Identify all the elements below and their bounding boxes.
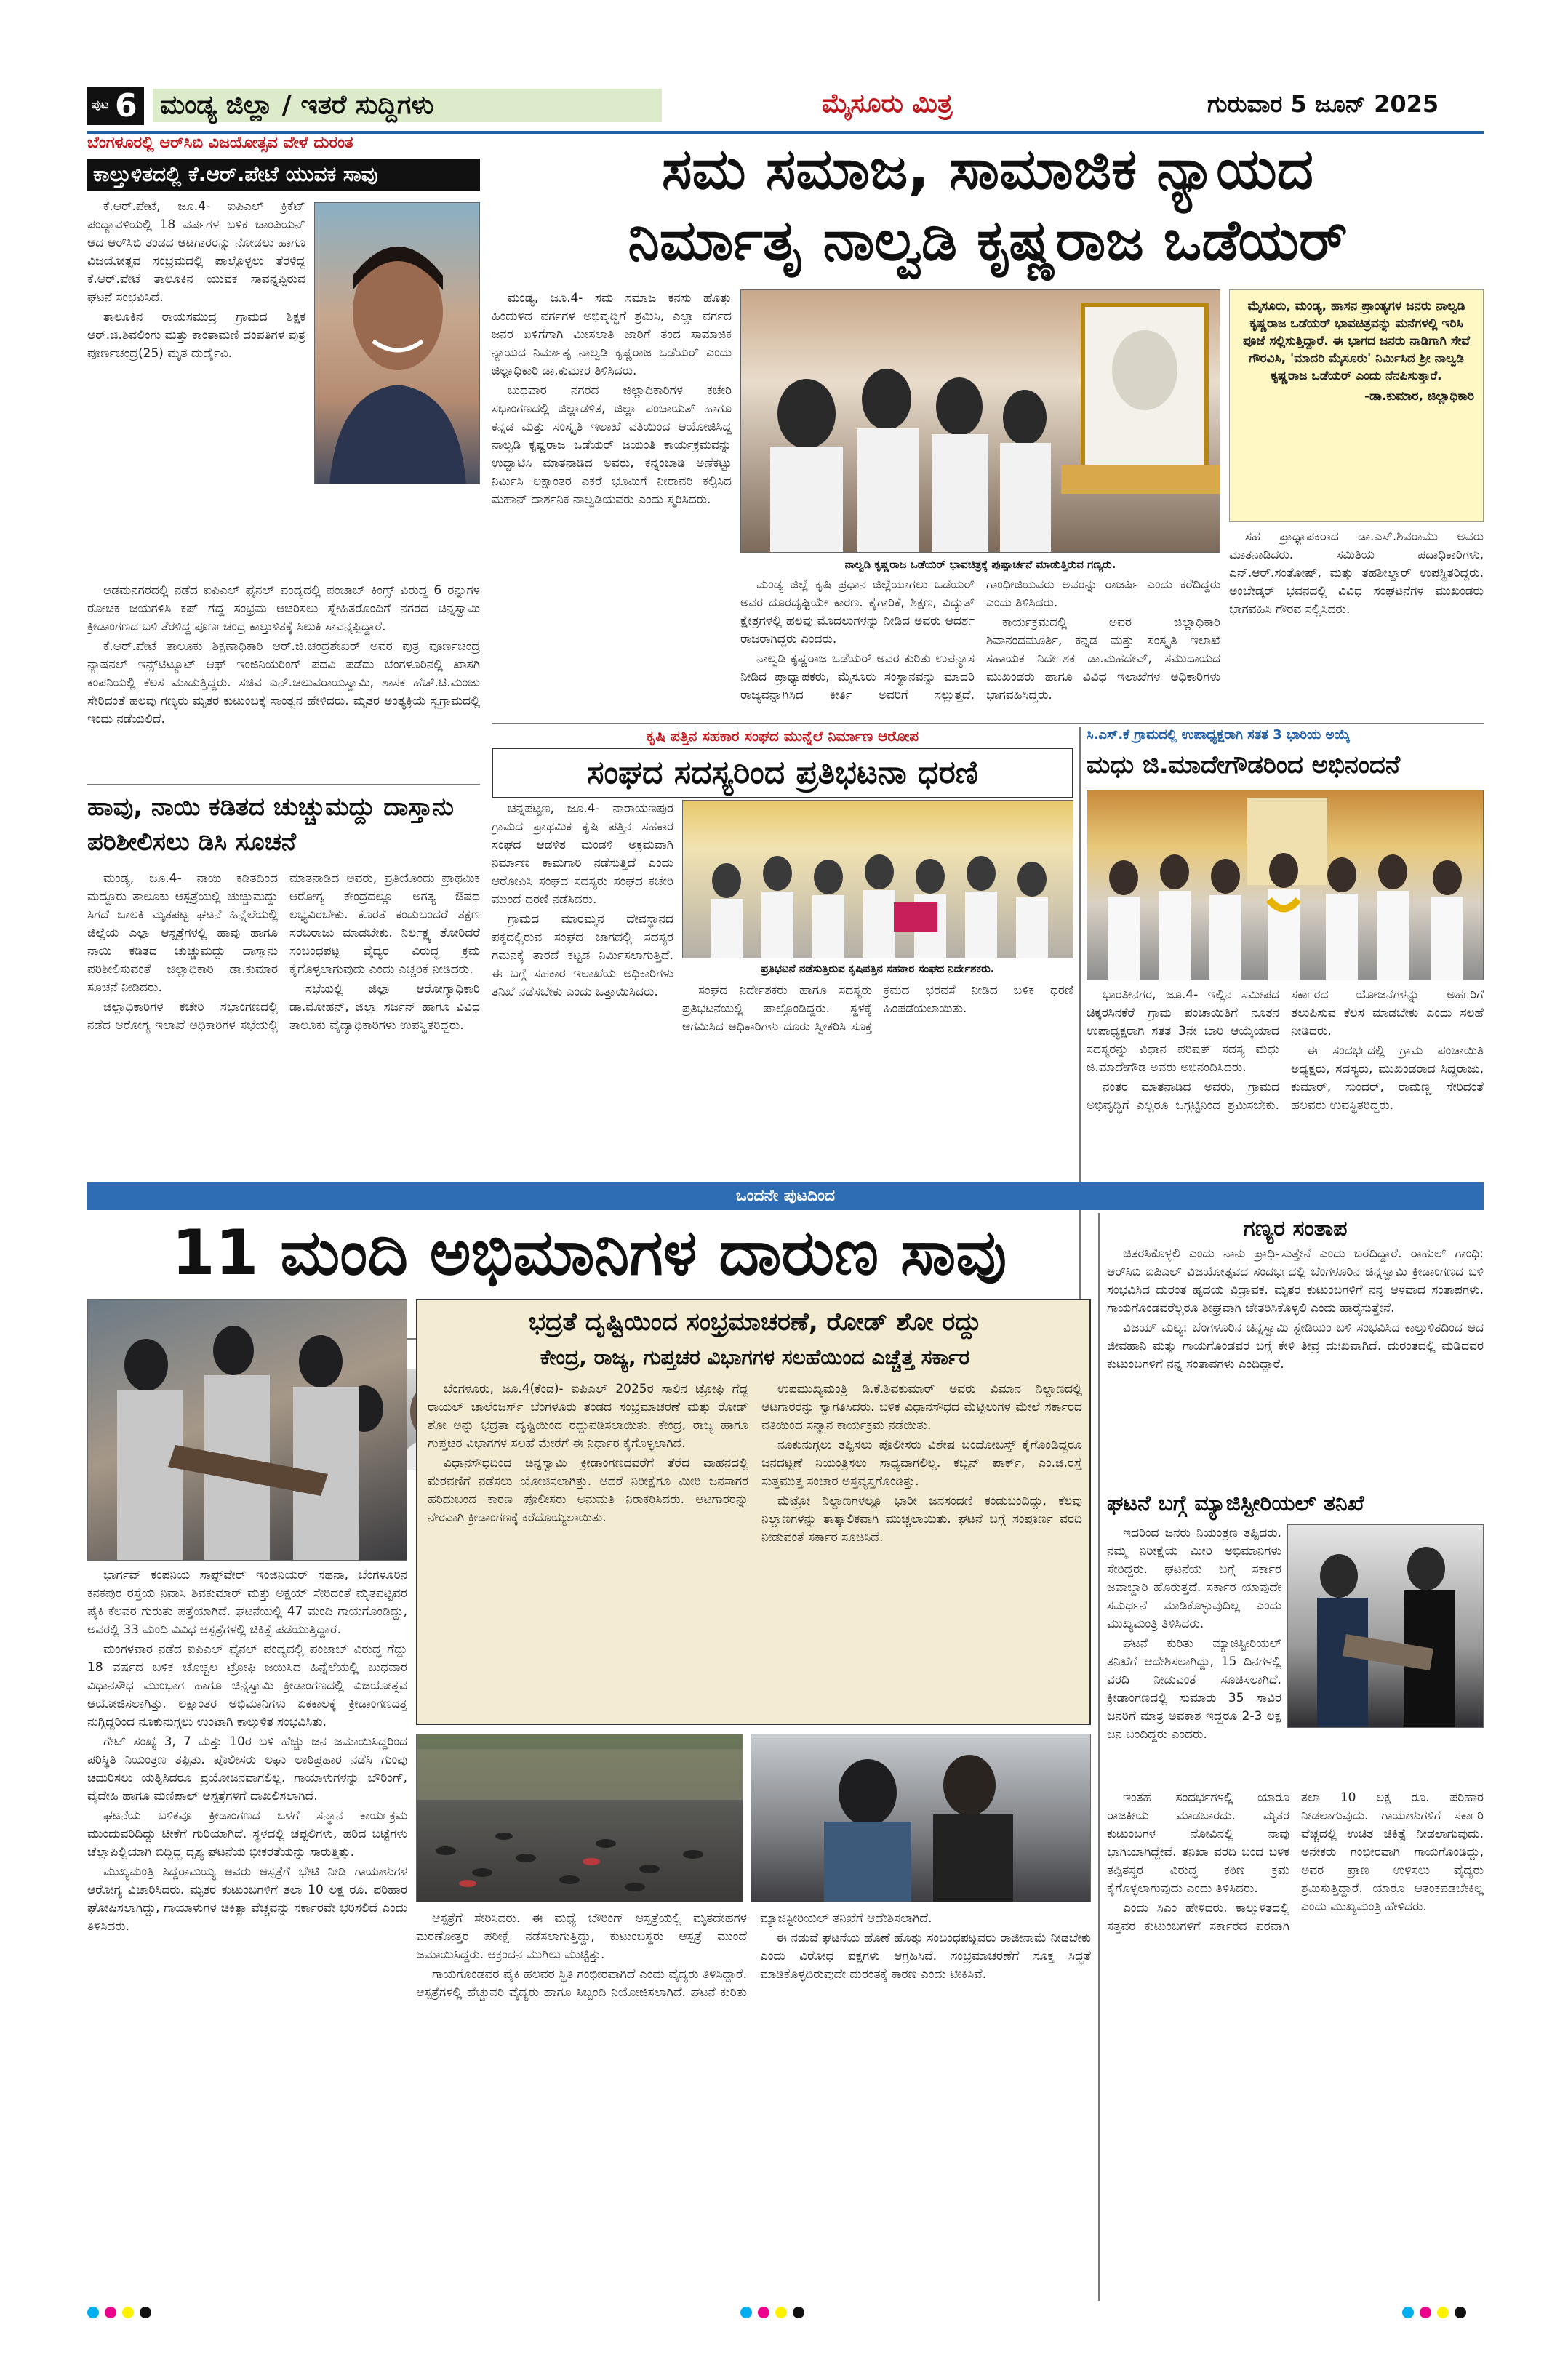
probe-body-b — [1107, 1789, 1484, 2301]
condolence-body — [1107, 1245, 1484, 1485]
felicitate-headline: ಮಧು ಜಿ.ಮಾದೇಗೌಡರಿಂದ ಅಭಿನಂದನೆ — [1087, 750, 1401, 780]
lead-photo — [740, 289, 1220, 553]
continued-banner — [87, 1182, 1484, 1210]
felicitation-group-icon — [1087, 790, 1484, 980]
black-dot — [1455, 2307, 1466, 2318]
story1-headline: ಕಾಲ್ತುಳಿತದಲ್ಲಿ ಕೆ.ಆರ್.ಪೇಟೆ ಯುವಕ ಸಾವು — [87, 159, 480, 191]
roadshow-headline: ಭದ್ರತೆ ದೃಷ್ಟಿಯಿಂದ ಸಂಭ್ರಮಾಚರಣೆ, ರೋಡ್ ಶೋ ರದ್ದು — [528, 1308, 982, 1337]
roadshow-para8: ಈ ನಡುವೆ ಘಟನೆಯ ಹೊಣೆ ಹೊತ್ತು ಸಂಬಂಧಪಟ್ಟವರು ರಾಜೀನಾಮೆ ನೀಡಬೇಕು ಎಂದು ವಿರೋಧ ಪಕ್ಷಗಳು ಆಗ್ರಹಿಸಿವೆ. ಸಂಭ್ರಮಾಚರಣೆಗೆ ಸೂಕ್ತ ಸಿದ್ಧತೆ ಮಾಡಿಕೊಳ್ಳದಿರುವುದೇ ದುರಂತಕ್ಕೆ ಕಾರಣ ಎಂದು ಟೀಕಿಸಿವೆ. — [760, 1931, 1091, 1982]
probe-para2: ಘಟನೆ ಕುರಿತು ಮ್ಯಾಜಿಸ್ಟೀರಿಯಲ್ ತನಿಖೆಗೆ ಆದೇಶಿಸಲಾಗಿದ್ದು, 15 ದಿನಗಳಲ್ಲಿ ವರದಿ ನೀಡುವಂತೆ ಸೂಚಿಸಲಾಗಿದೆ. ಕ್ರೀಡಾಂಗಣದಲ್ಲಿ ಸುಮಾರು 35 ಸಾವಿರ ಜನರಿಗೆ ಮಾತ್ರ ಅವಕಾಶ ಇದ್ದರೂ 2-3 ಲಕ್ಷ ಜನ ಬಂದಿದ್ದರು ಎಂದರು. — [1107, 1636, 1281, 1742]
roadshow-para5: ಮೆಟ್ರೋ ನಿಲ್ದಾಣಗಳಲ್ಲೂ ಭಾರೀ ಜನಸಂದಣಿ ಕಂಡುಬಂದಿದ್ದು, ಕೆಲವು ನಿಲ್ದಾಣಗಳನ್ನು ತಾತ್ಕಾಲಿಕವಾಗಿ ಮುಚ್ಚಲಾಯಿತು. ಘಟನೆ ಬಗ್ಗೆ ಸಂಪೂರ್ಣ ವರದಿ ನೀಡುವಂತೆ ಸರ್ಕಾರ ಸೂಚಿಸಿದೆ. — [761, 1494, 1082, 1545]
roadshow-subhead: ಕೇಂದ್ರ, ರಾಜ್ಯ, ಗುಪ್ತಚರ ವಿಭಾಗಗಳ ಸಲಹೆಯಿಂದ ಎಚ್ಚೆತ್ತ ಸರ್ಕಾರ — [540, 1345, 970, 1369]
registration-marks-left — [84, 2307, 154, 2321]
story1-para4: ಕೆ.ಆರ್.ಪೇಟೆ ತಾಲೂಕು ಶಿಕ್ಷಣಾಧಿಕಾರಿ ಆರ್.ಜಿ.ಚಂದ್ರಶೇಖರ್ ಅವರ ಪುತ್ರ ಪೂರ್ಣಚಂದ್ರ ನ್ಯಾಷನಲ್ ಇನ್ಸ್‌ಟಿಟ್ಯೂಟ್ ಆಫ್ ಇಂಜಿನಿಯರಿಂಗ್ ಪದವಿ ಪಡೆದು ಬೆಂಗಳೂರಿನಲ್ಲಿ ಖಾಸಗಿ ಕಂಪನಿಯಲ್ಲಿ ಕೆಲಸ ಮಾಡುತ್ತಿದ್ದರು. ಸಚಿವ ಎನ್.ಚಲುವರಾಯಸ್ವಾಮಿ, ಶಾಸಕ ಹೆಚ್.ಟಿ.ಮಂಜು ಸೇರಿದಂತೆ ಹಲವು ಗಣ್ಯರು ಮೃತರ ಕುಟುಂಬಕ್ಕೆ ಸಾಂತ್ವನ ಹೇಳಿದರು. ಮೃತರ ಅಂತ್ಯಕ್ರಿಯೆ ಸ್ವಗ್ರಾಮದಲ್ಲಿ ಇಂದು ನಡೆಯಲಿದೆ. — [87, 639, 480, 726]
tragedy-headline: 11 ಮಂದಿ ಅಭಿಮಾನಿಗಳ ದಾರುಣ ಸಾವು — [171, 1217, 1007, 1289]
cyan-dot — [87, 2307, 99, 2318]
protest-photo-caption: ಪ್ರತಿಭಟನೆ ನಡೆಸುತ್ತಿರುವ ಕೃಷಿಪತ್ತಿನ ಸಹಕಾರ ಸಂಘದ ನಿರ್ದೇಶಕರು. — [761, 962, 995, 975]
condolence-headline: ಗಣ್ಯರ ಸಂತಾಪ — [1243, 1216, 1348, 1241]
story2-para2: ಜಿಲ್ಲಾಧಿಕಾರಿಗಳ ಕಚೇರಿ ಸಭಾಂಗಣದಲ್ಲಿ ನಡೆದ ಆರೋಗ್ಯ ಇಲಾಖೆ ಅಧಿಕಾರಿಗಳ ಸಭೆಯಲ್ಲಿ ಮಾತನಾಡಿದ ಅವರು, ಪ್ರತಿಯೊಂದು ಪ್ರಾಥಮಿಕ ಆರೋಗ್ಯ ಕೇಂದ್ರದಲ್ಲೂ ಅಗತ್ಯ ಔಷಧ ಲಭ್ಯವಿರಬೇಕು. ಕೊರತೆ ಕಂಡುಬಂದರೆ ತಕ್ಷಣ ಸರಬರಾಜು ಮಾಡಬೇಕು. ನಿರ್ಲಕ್ಷ್ಯ ತೋರಿದರೆ ಸಂಬಂಧಪಟ್ಟ ವೈದ್ಯರ ವಿರುದ್ಧ ಕ್ರಮ ಕೈಗೊಳ್ಳಲಾಗುವುದು ಎಂದು ಎಚ್ಚರಿಕೆ ನೀಡಿದರು. — [87, 871, 480, 1033]
injured-fan-carried-icon — [1288, 1525, 1484, 1728]
scattered-footwear-icon — [417, 1734, 743, 1902]
felicitate-para1: ಭಾರತೀನಗರ, ಜೂ.4- ಇಲ್ಲಿನ ಸಮೀಪದ ಚಿಕ್ಕರಸಿನಕೆರೆ ಗ್ರಾಮ ಪಂಚಾಯಿತಿಗೆ ನೂತನ ಉಪಾಧ್ಯಕ್ಷರಾಗಿ ಸತತ 3ನೇ ಬಾರಿ ಆಯ್ಕೆಯಾದ ಸದಸ್ಯರನ್ನು ವಿಧಾನ ಪರಿಷತ್ ಸದಸ್ಯ ಮಧು ಜಿ.ಮಾದೇಗೌಡ ಅವರು ಅಭಿನಂದಿಸಿದರು. — [1087, 988, 1279, 1075]
lead-para4: ನಾಲ್ವಡಿ ಕೃಷ್ಣರಾಜ ಒಡೆಯರ್ ಅವರ ಕುರಿತು ಉಪನ್ಯಾಸ ನೀಡಿದ ಪ್ರಾಧ್ಯಾಪಕರು, ಮೈಸೂರು ಸಂಸ್ಥಾನವನ್ನು ಮಾದರಿ ರಾಜ್ಯವನ್ನಾಗಿಸಿದ ಕೀರ್ತಿ ಅವರಿಗೆ ಸಲ್ಲುತ್ತದೆ. ಗಾಂಧೀಜಿಯವರು ಅವರನ್ನು ರಾಜರ್ಷಿ ಎಂದು ಕರೆದಿದ್ದರು ಎಂದು ತಿಳಿಸಿದರು. — [740, 577, 1220, 702]
protest-para3: ಸಂಘದ ನಿರ್ದೇಶಕರು ಹಾಗೂ ಸದಸ್ಯರು ಪ್ರತಿಭಟನೆಯಲ್ಲಿ ಪಾಲ್ಗೊಂಡಿದ್ದರು. ಸ್ಥಳಕ್ಕೆ ಆಗಮಿಸಿದ ಅಧಿಕಾರಿಗಳು ದೂರು ಸ್ವೀಕರಿಸಿ ಸೂಕ್ತ ಕ್ರಮದ ಭರವಸೆ ನೀಡಿದ ಬಳಿಕ ಧರಣಿ ಹಿಂಪಡೆಯಲಾಯಿತು. — [682, 983, 1073, 1034]
vdivider — [1098, 1213, 1100, 2301]
black-dot — [140, 2307, 151, 2318]
registration-marks-right — [1399, 2307, 1469, 2321]
protest-para1: ಚನ್ನಪಟ್ಟಣ, ಜೂ.4- ನಾರಾಯಣಪುರ ಗ್ರಾಮದ ಪ್ರಾಥಮಿಕ ಕೃಷಿ ಪತ್ತಿನ ಸಹಕಾರ ಸಂಘದ ಆಡಳಿತ ಮಂಡಳಿ ಅಕ್ರಮವಾಗಿ ನಿರ್ಮಾಣ ಕಾಮಗಾರಿ ನಡೆಸುತ್ತಿದೆ ಎಂದು ಆರೋಪಿಸಿ ಸಂಘದ ಸದಸ್ಯರು ಸಂಘದ ಕಚೇರಿ ಮುಂದೆ ಧರಣಿ ನಡೆಸಿದರು. — [492, 801, 673, 907]
continued-label: ಒಂದನೇ ಪುಟದಿಂದ — [735, 1187, 836, 1205]
tragedy-para5: ಮುಖ್ಯಮಂತ್ರಿ ಸಿದ್ದರಾಮಯ್ಯ ಅವರು ಆಸ್ಪತ್ರೆಗೆ ಭೇಟಿ ನೀಡಿ ಗಾಯಾಳುಗಳ ಆರೋಗ್ಯ ವಿಚಾರಿಸಿದರು. ಮೃತರ ಕುಟುಂಬಗಳಿಗೆ ತಲಾ 10 ಲಕ್ಷ ರೂ. ಪರಿಹಾರ ಘೋಷಿಸಲಾಗಿದ್ದು, ಗಾಯಾಳುಗಳ ಚಿಕಿತ್ಸಾ ವೆಚ್ಚವನ್ನು ಸರ್ಕಾರವೇ ಭರಿಸಲಿದೆ ಎಂದು ತಿಳಿಸಿದರು. — [87, 1865, 407, 1934]
lead-para6: ಸಹ ಪ್ರಾಧ್ಯಾಪಕರಾದ ಡಾ.ಎಸ್.ಶಿವರಾಮು ಅವರು ಮಾತನಾಡಿದರು. ಸಮಿತಿಯ ಪದಾಧಿಕಾರಿಗಳು, ಎನ್.ಆರ್.ಸಂತೋಷ್, ಮತ್ತು ತಹಶೀಲ್ದಾರ್ ಉಪಸ್ಥಿತರಿದ್ದರು. ಅಂಬೇಡ್ಕರ್ ಭವನದಲ್ಲಿ ವಿವಿಧ ಸಂಘಟನೆಗಳ ಮುಖಂಡರು ಭಾಗವಹಿಸಿ ಗೌರವ ಸಲ್ಲಿಸಿದರು. — [1229, 529, 1484, 617]
lead-body-c — [1229, 528, 1484, 718]
roadshow-para3: ಉಪಮುಖ್ಯಮಂತ್ರಿ ಡಿ.ಕೆ.ಶಿವಕುಮಾರ್ ಅವರು ವಿಮಾನ ನಿಲ್ದಾಣದಲ್ಲಿ ಆಟಗಾರರನ್ನು ಸ್ವಾಗತಿಸಿದರು. ಬಳಿಕ ವಿಧಾನಸೌಧದ ಮೆಟ್ಟಿಲುಗಳ ಮೇಲೆ ಸರ್ಕಾರದ ವತಿಯಿಂದ ಸನ್ಮಾನ ಕಾರ್ಯಕ್ರಮ ನಡೆಯಿತು. — [761, 1382, 1082, 1433]
lead-body-b — [740, 576, 1220, 718]
tragedy-para2: ಮಂಗಳವಾರ ನಡೆದ ಐಪಿಎಲ್ ಫೈನಲ್ ಪಂದ್ಯದಲ್ಲಿ ಪಂಜಾಬ್ ವಿರುದ್ಧ ಗೆದ್ದು 18 ವರ್ಷದ ಬಳಿಕ ಚೊಚ್ಚಲ ಟ್ರೋಫಿ ಜಯಿಸಿದ ಹಿನ್ನೆಲೆಯಲ್ಲಿ ಬುಧವಾರ ವಿಧಾನಸೌಧ ಮುಂಭಾಗ ಹಾಗೂ ಚಿನ್ನಸ್ವಾಮಿ ಕ್ರೀಡಾಂಗಣದಲ್ಲಿ ವಿಜಯೋತ್ಸವ ಆಯೋಜಿಸಲಾಗಿತ್ತು. ಲಕ್ಷಾಂತರ ಅಭಿಮಾನಿಗಳು ಏಕಕಾಲಕ್ಕೆ ಕ್ರೀಡಾಂಗಣದತ್ತ ನುಗ್ಗಿದ್ದರಿಂದ ನೂಕುನುಗ್ಗಲು ಉಂಟಾಗಿ ಕಾಲ್ತುಳಿತ ಸಂಭವಿಸಿತು. — [87, 1642, 407, 1729]
yellow-dot — [122, 2307, 134, 2318]
tragedy-para1: ಭಾರ್ಗವ್ ಕಂಪನಿಯ ಸಾಫ್ಟ್‌ವೇರ್ ಇಂಜಿನಿಯರ್ ಸಹನಾ, ಬೆಂಗಳೂರಿನ ಕನಕಪುರ ರಸ್ತೆಯ ನಿವಾಸಿ ಶಿವಕುಮಾರ್ ಮತ್ತು ಅಕ್ಷಯ್ ಸೇರಿದಂತೆ ಮೃತಪಟ್ಟವರ ಪೈಕಿ ಕೆಲವರ ಗುರುತು ಪತ್ತೆಯಾಗಿದೆ. ಘಟನೆಯಲ್ಲಿ 47 ಮಂದಿ ಗಾಯಗೊಂಡಿದ್ದು, ಅವರಲ್ಲಿ 33 ಮಂದಿ ವಿವಿಧ ಆಸ್ಪತ್ರೆಗಳಲ್ಲಿ ಚಿಕಿತ್ಸೆ ಪಡೆಯುತ್ತಿದ್ದಾರೆ. — [87, 1568, 407, 1637]
lead-body-a — [492, 289, 732, 718]
yellow-dot — [775, 2307, 787, 2318]
roadshow-body — [428, 1380, 1082, 1719]
roadshow-para6: ಆಸ್ಪತ್ರೆಗೆ ಸೇರಿಸಿದರು. ಈ ಮಧ್ಯೆ ಬೌರಿಂಗ್ ಆಸ್ಪತ್ರೆಯಲ್ಲಿ ಮೃತದೇಹಗಳ ಮರಣೋತ್ತರ ಪರೀಕ್ಷೆ ನಡೆಸಲಾಗುತ್ತಿದ್ದು, ಕುಟುಂಬಸ್ಥರು ಆಸ್ಪತ್ರೆ ಮುಂದೆ ಜಮಾಯಿಸಿದ್ದರು. ಆಕ್ರಂದನ ಮುಗಿಲು ಮುಟ್ಟಿತ್ತು. — [416, 1911, 747, 1962]
probe-para3: ಇಂತಹ ಸಂದರ್ಭಗಳಲ್ಲಿ ಯಾರೂ ರಾಜಕೀಯ ಮಾಡಬಾರದು. ಮೃತರ ಕುಟುಂಬಗಳ ನೋವಿನಲ್ಲಿ ನಾವು ಭಾಗಿಯಾಗಿದ್ದೇವೆ. ತನಿಖಾ ವರದಿ ಬಂದ ಬಳಿಕ ತಪ್ಪಿತಸ್ಥರ ವಿರುದ್ಧ ಕಠಿಣ ಕ್ರಮ ಕೈಗೊಳ್ಳಲಾಗುವುದು ಎಂದು ತಿಳಿಸಿದರು. — [1107, 1790, 1289, 1896]
magenta-dot — [1420, 2307, 1431, 2318]
protest-photo — [682, 800, 1073, 958]
lead-sidebox-text: ಮೈಸೂರು, ಮಂಡ್ಯ, ಹಾಸನ ಪ್ರಾಂತ್ಯಗಳ ಜನರು ನಾಲ್ವಡಿ ಕೃಷ್ಣರಾಜ ಒಡೆಯರ್ ಭಾವಚಿತ್ರವನ್ನು ಮನೆಗಳಲ್ಲಿ ಇರಿಸಿ ಪೂಜೆ ಸಲ್ಲಿಸುತ್ತಿದ್ದಾರೆ. ಈ ಭಾಗದ ಜನರು ನಾಡಿಗಾಗಿ ಸೇವೆ ಗೌರವಿಸಿ, 'ಮಾದರಿ ಮೈಸೂರು' ನಿರ್ಮಿಸಿದ ಶ್ರೀ ನಾಲ್ವಡಿ ಕೃಷ್ಣರಾಜ ಒಡೆಯರ್ ಎಂದು ನೆನಪಿಸುತ್ತಾರೆ. — [1242, 299, 1471, 383]
lead-sidebox-signature: -ಡಾ.ಕುಮಾರ, ಜಿಲ್ಲಾಧಿಕಾರಿ — [1364, 389, 1474, 404]
paper-name: ಮೈಸೂರು ಮಿತ್ರ — [822, 89, 953, 119]
probe-para4: ಎಂದು ಸಿಎಂ ಹೇಳಿದರು. ಕಾಲ್ತುಳಿತದಲ್ಲಿ ಸತ್ತವರ ಕುಟುಂಬಗಳಿಗೆ ಸರ್ಕಾರದ ಪರವಾಗಿ ತಲಾ 10 ಲಕ್ಷ ರೂ. ಪರಿಹಾರ ನೀಡಲಾಗುವುದು. ಗಾಯಾಳುಗಳಿಗೆ ಸರ್ಕಾರಿ ವೆಚ್ಚದಲ್ಲಿ ಉಚಿತ ಚಿಕಿತ್ಸೆ ನೀಡಲಾಗುವುದು. ಅನೇಕರು ಗಂಭೀರವಾಗಿ ಗಾಯಗೊಂಡಿದ್ದು, ಅವರ ಪ್ರಾಣ ಉಳಿಸಲು ವೈದ್ಯರು ಶ್ರಮಿಸುತ್ತಿದ್ದಾರೆ. ಯಾರೂ ಆತಂಕಪಡಬೇಕಿಲ್ಲ ಎಂದು ಮುಖ್ಯಮಂತ್ರಿ ಹೇಳಿದರು. — [1107, 1790, 1484, 1934]
story1-para2: ತಾಲೂಕಿನ ರಾಯಸಮುದ್ರ ಗ್ರಾಮದ ಶಿಕ್ಷಕ ಆರ್.ಜಿ.ಶಿವಲಿಂಗು ಮತ್ತು ಕಾಂತಾಮಣಿ ದಂಪತಿಗಳ ಪುತ್ರ ಪೂರ್ಣಚಂದ್ರ(25) ಮೃತ ದುರ್ದೈವಿ. — [87, 310, 305, 361]
rescue-crowd-icon — [88, 1300, 407, 1561]
divider — [492, 723, 1484, 724]
page-number: 6 — [115, 87, 137, 124]
story1-photo — [314, 202, 480, 484]
tragedy-photo-rescue — [87, 1299, 407, 1561]
page-label: ಪುಟ — [92, 97, 109, 111]
lead-photo-caption: ನಾಲ್ವಡಿ ಕೃಷ್ಣರಾಜ ಒಡೆಯರ್ ಭಾವಚಿತ್ರಕ್ಕೆ ಪುಷ್ಪಾರ್ಚನೆ ಮಾಡುತ್ತಿರುವ ಗಣ್ಯರು. — [844, 558, 1116, 571]
protest-headline: ಸಂಘದ ಸದಸ್ಯರಿಂದ ಪ್ರತಿಭಟನಾ ಧರಣಿ — [492, 748, 1073, 798]
story1-kicker: ಬೆಂಗಳೂರಲ್ಲಿ ಆರ್‌ಸಿಬಿ ವಿಜಯೋತ್ಸವ ವೇಳೆ ದುರಂತ — [87, 134, 353, 152]
story1-body-b — [87, 582, 480, 778]
lead-headline — [492, 134, 1484, 276]
sit-in-protest-icon — [683, 801, 1073, 958]
roadshow-body-b — [416, 1910, 1091, 2301]
lead-para5: ಕಾರ್ಯಕ್ರಮದಲ್ಲಿ ಅಪರ ಜಿಲ್ಲಾಧಿಕಾರಿ ಶಿವಾನಂದಮೂರ್ತಿ, ಕನ್ನಡ ಮತ್ತು ಸಂಸ್ಕೃತಿ ಇಲಾಖೆ ಸಹಾಯಕ ನಿರ್ದೇಶಕ ಡಾ.ಮಹದೇವ್, ಸಮುದಾಯದ ಮುಖಂಡರು ಹಾಗೂ ವಿವಿಧ ಇಲಾಖೆಗಳ ಅಧಿಕಾರಿಗಳು ಭಾಗವಹಿಸಿದ್ದರು. — [986, 615, 1220, 702]
protest-para2: ಗ್ರಾಮದ ಮಾರಮ್ಮನ ದೇವಸ್ಥಾನದ ಪಕ್ಕದಲ್ಲಿರುವ ಸಂಘದ ಜಾಗದಲ್ಲಿ ಸದಸ್ಯರ ಗಮನಕ್ಕೆ ತಾರದೆ ಕಟ್ಟಡ ನಿರ್ಮಿಸಲಾಗುತ್ತಿದೆ. ಈ ಬಗ್ಗೆ ಸಹಕಾರ ಇಲಾಖೆಯ ಅಧಿಕಾರಿಗಳು ತನಿಖೆ ನಡೆಸಬೇಕು ಎಂದು ಒತ್ತಾಯಿಸಿದರು. — [492, 912, 673, 999]
cyan-dot — [1402, 2307, 1414, 2318]
roadshow-para2: ವಿಧಾನಸೌಧದಿಂದ ಚಿನ್ನಸ್ವಾಮಿ ಕ್ರೀಡಾಂಗಣದವರೆಗೆ ತೆರೆದ ವಾಹನದಲ್ಲಿ ಮೆರವಣಿಗೆ ನಡೆಸಲು ಯೋಜಿಸಲಾಗಿತ್ತು. ಆದರೆ ನಿರೀಕ್ಷೆಗೂ ಮೀರಿ ಜನಸಾಗರ ಹರಿದುಬಂದ ಕಾರಣ ಪೊಲೀಸರು ಅನುಮತಿ ನಿರಾಕರಿಸಿದರು. ಆಟಗಾರರನ್ನು ನೇರವಾಗಿ ಕ್ರೀಡಾಂಗಣಕ್ಕೆ ಕರೆದೊಯ್ಯಲಾಯಿತು. — [428, 1456, 748, 1525]
felicitate-kicker: ಸಿ.ಎಸ್.ಕೆ ಗ್ರಾಮದಲ್ಲಿ ಉಪಾಧ್ಯಕ್ಷರಾಗಿ ಸತತ 3 ಭಾರಿಯ ಅಯ್ಕೆ — [1087, 727, 1351, 742]
lead-para2: ಬುಧವಾರ ನಗರದ ಜಿಲ್ಲಾಧಿಕಾರಿಗಳ ಕಚೇರಿ ಸಭಾಂಗಣದಲ್ಲಿ ಜಿಲ್ಲಾಡಳಿತ, ಜಿಲ್ಲಾ ಪಂಚಾಯತ್ ಹಾಗೂ ಕನ್ನಡ ಮತ್ತು ಸಂಸ್ಕೃತಿ ಇಲಾಖೆ ವತಿಯಿಂದ ಆಯೋಜಿಸಿದ್ದ ನಾಲ್ವಡಿ ಕೃಷ್ಣರಾಜ ಒಡೆಯರ್ ಜಯಂತಿ ಕಾರ್ಯಕ್ರಮವನ್ನು ಉದ್ಘಾಟಿಸಿ ಮಾತನಾಡಿದ ಅವರು, ಕನ್ನಂಬಾಡಿ ಅಣೆಕಟ್ಟು ನಿರ್ಮಿಸಿ ಲಕ್ಷಾಂತರ ಎಕರೆ ಭೂಮಿಗೆ ನೀರಾವರಿ ಕಲ್ಪಿಸಿದ ಮಹಾನ್ ದಾರ್ಶನಿಕ ನಾಲ್ವಡಿಯವರು ಎಂದು ಸ್ಮರಿಸಿದರು. — [492, 383, 732, 507]
tragedy-body-a — [87, 1566, 407, 2301]
magenta-dot — [105, 2307, 116, 2318]
divider — [87, 784, 480, 785]
probe-para1: ಇದರಿಂದ ಜನರು ನಿಯಂತ್ರಣ ತಪ್ಪಿದರು. ನಮ್ಮ ನಿರೀಕ್ಷೆಯ ಮೀರಿ ಅಭಿಮಾನಿಗಳು ಸೇರಿದ್ದರು. ಘಟನೆಯ ಬಗ್ಗೆ ಸರ್ಕಾರ ಜವಾಬ್ದಾರಿ ಹೊರುತ್ತದೆ. ಸರ್ಕಾರ ಯಾವುದೇ ಸಮರ್ಥನೆ ಮಾಡಿಕೊಳ್ಳುವುದಿಲ್ಲ ಎಂದು ಮುಖ್ಯಮಂತ್ರಿ ತಿಳಿಸಿದರು. — [1107, 1526, 1281, 1631]
probe-headline: ಘಟನೆ ಬಗ್ಗೆ ಮ್ಯಾಜಿಸ್ಟೀರಿಯಲ್ ತನಿಖೆ — [1107, 1491, 1364, 1516]
section-title: ಮಂಡ್ಯ ಜಿಲ್ಲಾ / ಇತರೆ ಸುದ್ದಿಗಳು — [153, 89, 662, 122]
probe-body-a — [1107, 1524, 1281, 1786]
tragedy-para3: ಗೇಟ್ ಸಂಖ್ಯೆ 3, 7 ಮತ್ತು 10ರ ಬಳಿ ಹೆಚ್ಚು ಜನ ಜಮಾಯಿಸಿದ್ದರಿಂದ ಪರಿಸ್ಥಿತಿ ನಿಯಂತ್ರಣ ತಪ್ಪಿತು. ಪೊಲೀಸರು ಲಘು ಲಾಠಿಪ್ರಹಾರ ನಡೆಸಿ ಗುಂಪು ಚದುರಿಸಲು ಯತ್ನಿಸಿದರೂ ಪ್ರಯೋಜನವಾಗಲಿಲ್ಲ. ಗಾಯಾಳುಗಳನ್ನು ಬೌರಿಂಗ್, ವೈದೇಹಿ ಹಾಗೂ ಮಣಿಪಾಲ್ ಆಸ್ಪತ್ರೆಗಳಿಗೆ ದಾಖಲಿಸಲಾಗಿದೆ. — [87, 1734, 407, 1803]
condolence-para2: ವಿಜಯ್ ಮಲ್ಯ: ಬೆಂಗಳೂರಿನ ಚಿನ್ನಸ್ವಾಮಿ ಸ್ಟೇಡಿಯಂ ಬಳಿ ಸಂಭವಿಸಿದ ಕಾಲ್ತುಳಿತದಿಂದ ಆದ ಜೀವಹಾನಿ ಮತ್ತು ಗಾಯಗೊಂಡವರ ಬಗ್ಗೆ ಕೇಳಿ ತೀವ್ರ ದುಃಖವಾಗಿದೆ. ದುರಂತದಲ್ಲಿ ಮಡಿದವರ ಕುಟುಂಬಗಳಿಗೆ ನನ್ನ ಸಂತಾಪಗಳು ಎಂದಿದ್ದಾರೆ. — [1107, 1321, 1484, 1372]
page-label-box — [87, 87, 144, 125]
story2-para3: ಸಭೆಯಲ್ಲಿ ಜಿಲ್ಲಾ ಆರೋಗ್ಯಾಧಿಕಾರಿ ಡಾ.ಮೋಹನ್, ಜಿಲ್ಲಾ ಸರ್ಜನ್ ಹಾಗೂ ವಿವಿಧ ತಾಲೂಕು ವೈದ್ಯಾಧಿಕಾರಿಗಳು ಉಪಸ್ಥಿತರಿದ್ದರು. — [289, 982, 480, 1033]
felicitate-para3: ಈ ಸಂದರ್ಭದಲ್ಲಿ ಗ್ರಾಮ ಪಂಚಾಯಿತಿ ಅಧ್ಯಕ್ಷರು, ಸದಸ್ಯರು, ಮುಖಂಡರಾದ ಸಿದ್ದರಾಜು, ಕುಮಾರ್, ಸುಂದರ್, ರಾಮಣ್ಣ ಸೇರಿದಂತೆ ಹಲವರು ಉಪಸ್ಥಿತರಿದ್ದರು. — [1291, 1044, 1484, 1113]
tragedy-para4: ಘಟನೆಯ ಬಳಿಕವೂ ಕ್ರೀಡಾಂಗಣದ ಒಳಗೆ ಸನ್ಮಾನ ಕಾರ್ಯಕ್ರಮ ಮುಂದುವರಿದಿದ್ದು ಟೀಕೆಗೆ ಗುರಿಯಾಗಿದೆ. ಸ್ಥಳದಲ್ಲಿ ಚಪ್ಪಲಿಗಳು, ಹರಿದ ಬಟ್ಟೆಗಳು ಚೆಲ್ಲಾಪಿಲ್ಲಿಯಾಗಿ ಬಿದ್ದಿದ್ದ ದೃಶ್ಯ ಘಟನೆಯ ಭೀಕರತೆಯನ್ನು ಸಾರುತ್ತಿತ್ತು. — [87, 1809, 407, 1859]
lead-headline-line2: ನಿರ್ಮಾತೃ ನಾಲ್ವಡಿ ಕೃಷ್ಣರಾಜ ಒಡೆಯರ್ — [628, 208, 1348, 273]
tragedy-photo-footwear — [416, 1734, 743, 1902]
condolence-para1: ಚಿತರಸಿಕೊಳ್ಳಲಿ ಎಂದು ನಾನು ಪ್ರಾರ್ಥಿಸುತ್ತೇನೆ ಎಂದು ಬರೆದಿದ್ದಾರೆ. ರಾಹುಲ್ ಗಾಂಧಿ: ಆರ್‌ಸಿಬಿ ಐಪಿಎಲ್ ವಿಜಯೋತ್ಸವದ ಸಂದರ್ಭದಲ್ಲಿ ಬೆಂಗಳೂರಿನ ಚಿನ್ನಸ್ವಾಮಿ ಕ್ರೀಡಾಂಗಣದ ಬಳಿ ಸಂಭವಿಸಿದ ದುರಂತ ಹೃದಯ ವಿದ್ರಾವಕ. ಮೃತರ ಕುಟುಂಬಗಳಿಗೆ ನನ್ನ ಆಳವಾದ ಸಂತಾಪಗಳು. ಗಾಯಗೊಂಡವರೆಲ್ಲರೂ ಶೀಘ್ರವಾಗಿ ಚೇತರಿಸಿಕೊಳ್ಳಲಿ ಎಂದು ಹಾರೈಸುತ್ತೇನೆ. — [1107, 1246, 1484, 1316]
grieving-family-icon — [751, 1734, 1091, 1902]
roadshow-box — [416, 1299, 1091, 1725]
story1-body-a — [87, 198, 305, 576]
felicitate-para2: ನಂತರ ಮಾತನಾಡಿದ ಅವರು, ಗ್ರಾಮದ ಅಭಿವೃದ್ಧಿಗೆ ಎಲ್ಲರೂ ಒಗ್ಗಟ್ಟಿನಿಂದ ಶ್ರಮಿಸಬೇಕು. ಸರ್ಕಾರದ ಯೋಜನೆಗಳನ್ನು ಅರ್ಹರಿಗೆ ತಲುಪಿಸುವ ಕೆಲಸ ಮಾಡಬೇಕು ಎಂದು ಸಲಹೆ ನೀಡಿದರು. — [1087, 988, 1484, 1113]
issue-date: ಗುರುವಾರ 5 ಜೂನ್ 2025 — [1207, 90, 1439, 118]
felicitate-photo — [1087, 790, 1484, 980]
story1-para1: ಕೆ.ಆರ್.ಪೇಟೆ, ಜೂ.4- ಐಪಿಎಲ್ ಕ್ರಿಕೆಟ್ ಪಂದ್ಯಾವಳಿಯಲ್ಲಿ 18 ವರ್ಷಗಳ ಬಳಿಕ ಚಾಂಪಿಯನ್ ಆದ ಆರ್‌ಸಿಬಿ ತಂಡದ ಆಟಗಾರರನ್ನು ನೋಡಲು ಹಾಗೂ ವಿಜಯೋತ್ಸವ ಸಂಭ್ರಮದಲ್ಲಿ ಪಾಲ್ಗೊಳ್ಳಲು ತೆರಳಿದ್ದ ಕೆ.ಆರ್.ಪೇಟೆ ತಾಲೂಕಿನ ಯುವಕ ಸಾವನ್ನಪ್ಪಿರುವ ಘಟನೆ ಸಂಭವಿಸಿದೆ. — [87, 199, 305, 305]
story2-headline: ಹಾವು, ನಾಯಿ ಕಡಿತದ ಚುಚ್ಚುಮದ್ದು ದಾಸ್ತಾನು ಪರಿಶೀಲಿಸಲು ಡಿಸಿ ಸೂಚನೆ — [87, 793, 454, 857]
tragedy-photo-hospital — [751, 1734, 1091, 1902]
masthead — [87, 79, 1484, 129]
probe-photo — [1287, 1524, 1484, 1728]
roadshow-para4: ನೂಕುನುಗ್ಗಲು ತಪ್ಪಿಸಲು ಪೊಲೀಸರು ವಿಶೇಷ ಬಂದೋಬಸ್ತ್ ಕೈಗೊಂಡಿದ್ದರೂ ಜನದಟ್ಟಣೆ ನಿಯಂತ್ರಿಸಲು ಸಾಧ್ಯವಾಗಲಿಲ್ಲ. ಕಬ್ಬನ್ ಪಾರ್ಕ್, ಎಂ.ಜಿ.ರಸ್ತೆ ಸುತ್ತಮುತ್ತ ಸಂಚಾರ ಅಸ್ತವ್ಯಸ್ತಗೊಂಡಿತ್ತು. — [761, 1438, 1082, 1489]
protest-kicker: ಕೃಷಿ ಪತ್ತಿನ ಸಹಕಾರ ಸಂಘದ ಮುನ್ನೆಲೆ ನಿರ್ಮಾಣ ಆರೋಪ — [646, 727, 919, 745]
lead-sidebox — [1229, 289, 1484, 522]
roadshow-para1: ಬೆಂಗಳೂರು, ಜೂ.4(ಕೆಂಡ)- ಐಪಿಎಲ್ 2025ರ ಸಾಲಿನ ಟ್ರೋಫಿ ಗೆದ್ದ ರಾಯಲ್ ಚಾಲೆಂಜರ್ಸ್ ಬೆಂಗಳೂರು ತಂಡದ ಸಂಭ್ರಮಾಚರಣೆ ಮತ್ತು ರೋಡ್ ಶೋ ಅನ್ನು ಭದ್ರತಾ ದೃಷ್ಟಿಯಿಂದ ರದ್ದುಪಡಿಸಲಾಯಿತು. ಕೇಂದ್ರ, ರಾಜ್ಯ ಹಾಗೂ ಗುಪ್ತಚರ ವಿಭಾಗಗಳ ಸಲಹೆ ಮೇರೆಗೆ ಈ ನಿರ್ಧಾರ ಕೈಗೊಳ್ಳಲಾಗಿದೆ. — [428, 1382, 748, 1451]
person-portrait-icon — [315, 203, 480, 484]
registration-marks-center — [737, 2307, 807, 2321]
story2-para1: ಮಂಡ್ಯ, ಜೂ.4- ನಾಯಿ ಕಡಿತದಿಂದ ಮದ್ದೂರು ತಾಲೂಕು ಆಸ್ಪತ್ರೆಯಲ್ಲಿ ಚುಚ್ಚುಮದ್ದು ಸಿಗದೆ ಬಾಲಕಿ ಮೃತಪಟ್ಟ ಘಟನೆ ಹಿನ್ನೆಲೆಯಲ್ಲಿ ಜಿಲ್ಲೆಯ ಎಲ್ಲಾ ಆಸ್ಪತ್ರೆಗಳಲ್ಲಿ ಹಾವು ಹಾಗೂ ನಾಯಿ ಕಡಿತದ ಚುಚ್ಚುಮದ್ದು ದಾಸ್ತಾನು ಪರಿಶೀಲಿಸುವಂತೆ ಜಿಲ್ಲಾಧಿಕಾರಿ ಡಾ.ಕುಮಾರ ಸೂಚನೆ ನೀಡಿದರು. — [87, 871, 278, 995]
lead-para3: ಮಂಡ್ಯ ಜಿಲ್ಲೆ ಕೃಷಿ ಪ್ರಧಾನ ಜಿಲ್ಲೆಯಾಗಲು ಒಡೆಯರ್ ಅವರ ದೂರದೃಷ್ಟಿಯೇ ಕಾರಣ. ಕೈಗಾರಿಕೆ, ಶಿಕ್ಷಣ, ವಿದ್ಯುತ್ ಕ್ಷೇತ್ರಗಳಲ್ಲಿ ಹಲವು ಮೊದಲುಗಳನ್ನು ನೀಡಿದ ಅವರು ಆದರ್ಶ ರಾಜರಾಗಿದ್ದರು ಎಂದರು. — [740, 577, 975, 646]
lead-para1: ಮಂಡ್ಯ, ಜೂ.4- ಸಮ ಸಮಾಜ ಕನಸು ಹೊತ್ತು ಹಿಂದುಳಿದ ವರ್ಗಗಳ ಅಭಿವೃದ್ಧಿಗೆ ಶ್ರಮಿಸಿ, ಎಲ್ಲಾ ವರ್ಗದ ಜನರ ಏಳಿಗೆಗಾಗಿ ಮೀಸಲಾತಿ ಜಾರಿಗೆ ತಂದ ಸಾಮಾಜಿಕ ನ್ಯಾಯದ ನಿರ್ಮಾತೃ ನಾಲ್ವಡಿ ಕೃಷ್ಣರಾಜ ಒಡೆಯರ್ ಎಂದು ಜಿಲ್ಲಾಧಿಕಾರಿ ಡಾ.ಕುಮಾರ ತಿಳಿಸಿದರು. — [492, 291, 732, 378]
tribute-ceremony-icon — [741, 290, 1220, 553]
cyan-dot — [740, 2307, 752, 2318]
black-dot — [793, 2307, 804, 2318]
magenta-dot — [758, 2307, 769, 2318]
story1-para3: ಆಡಮನಗರದಲ್ಲಿ ನಡೆದ ಐಪಿಎಲ್ ಫೈನಲ್ ಪಂದ್ಯದಲ್ಲಿ ಪಂಜಾಬ್ ಕಿಂಗ್ಸ್ ವಿರುದ್ಧ 6 ರನ್ನುಗಳ ರೋಚಕ ಜಯಗಳಿಸಿ ಕಪ್ ಗೆದ್ದ ಸಂಭ್ರಮ ಆಚರಿಸಲು ಸ್ನೇಹಿತರೊಂದಿಗೆ ನಗರದ ಚಿನ್ನಸ್ವಾಮಿ ಕ್ರೀಡಾಂಗಣದ ಬಳಿ ತೆರಳಿದ್ದ ಪೂರ್ಣಚಂದ್ರ ಕಾಲ್ತುಳಿತಕ್ಕೆ ಸಿಲುಕಿ ಸಾವನ್ನಪ್ಪಿದ್ದಾರೆ. — [87, 583, 480, 634]
roadshow-para7: ಗಾಯಗೊಂಡವರ ಪೈಕಿ ಹಲವರ ಸ್ಥಿತಿ ಗಂಭೀರವಾಗಿದೆ ಎಂದು ವೈದ್ಯರು ತಿಳಿಸಿದ್ದಾರೆ. ಆಸ್ಪತ್ರೆಗಳಲ್ಲಿ ಹೆಚ್ಚುವರಿ ವೈದ್ಯರು ಹಾಗೂ ಸಿಬ್ಬಂದಿ ನಿಯೋಜಿಸಲಾಗಿದೆ. ಘಟನೆ ಕುರಿತು ಮ್ಯಾಜಿಸ್ಟೀರಿಯಲ್ ತನಿಖೆಗೆ ಆದೇಶಿಸಲಾಗಿದೆ. — [416, 1911, 932, 2000]
yellow-dot — [1437, 2307, 1449, 2318]
lead-headline-line1: ಸಮ ಸಮಾಜ, ಸಾಮಾಜಿಕ ನ್ಯಾಯದ — [661, 137, 1313, 202]
